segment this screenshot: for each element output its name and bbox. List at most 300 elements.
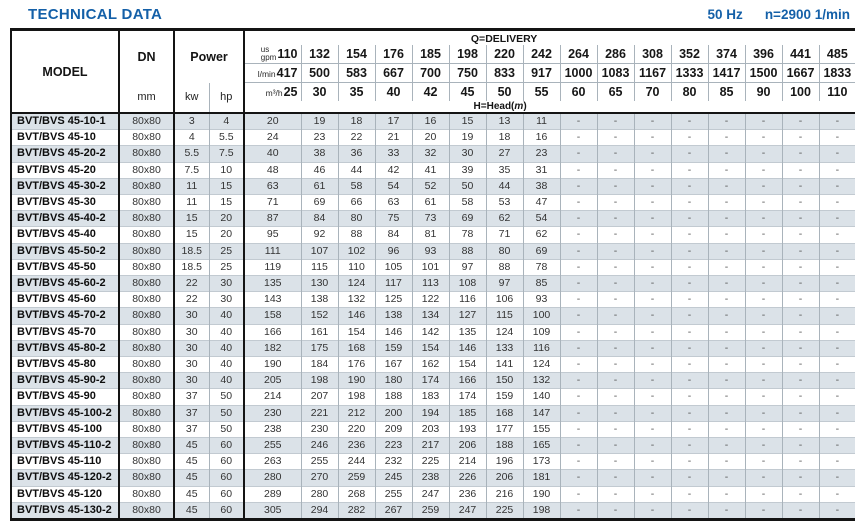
power-kw-cell: 7.5 [174, 162, 209, 178]
head-value-cell: - [819, 195, 855, 211]
head-value-cell: 159 [375, 340, 412, 356]
head-value-cell: - [819, 178, 855, 194]
head-value-cell: 141 [486, 357, 523, 373]
head-value-cell: - [819, 438, 855, 454]
dn-cell: 80x80 [119, 292, 174, 308]
head-value-cell: - [560, 470, 597, 486]
head-value-cell: - [782, 178, 819, 194]
head-value-cell: 154 [338, 324, 375, 340]
head-value-cell: 124 [523, 357, 560, 373]
power-kw-cell: 37 [174, 389, 209, 405]
power-hp-cell: 30 [209, 292, 244, 308]
head-value-cell: - [634, 308, 671, 324]
dn-cell: 80x80 [119, 502, 174, 519]
head-value-cell: - [708, 162, 745, 178]
power-hp-cell: 50 [209, 389, 244, 405]
head-value-cell: 20 [412, 130, 449, 146]
head-value-cell: 294 [301, 502, 338, 519]
gpm-value: 374 [708, 45, 745, 64]
head-value-cell: 207 [301, 389, 338, 405]
head-value-cell: - [708, 470, 745, 486]
head-value-cell: - [597, 486, 634, 502]
head-value-cell: 33 [375, 146, 412, 162]
head-value-cell: - [634, 195, 671, 211]
head-value-cell: - [819, 243, 855, 259]
head-value-cell: 167 [375, 357, 412, 373]
head-value-cell: - [560, 178, 597, 194]
delivery-unit-lmin [244, 64, 301, 83]
lmin-value: 500 [301, 64, 338, 83]
head-value-cell: - [782, 373, 819, 389]
head-value-cell: 198 [338, 389, 375, 405]
head-value-cell: 226 [449, 470, 486, 486]
delivery-unit-usgpm [244, 45, 301, 64]
head-value-cell: - [708, 340, 745, 356]
head-value-cell: - [560, 292, 597, 308]
model-cell: BVT/BVS 45-110-2 [11, 438, 119, 454]
head-value-cell: 244 [338, 454, 375, 470]
head-value-cell: - [708, 113, 745, 130]
head-value-cell: 209 [375, 421, 412, 437]
head-value-cell: - [782, 470, 819, 486]
head-value-cell: - [560, 340, 597, 356]
power-hp-cell: 5.5 [209, 130, 244, 146]
dn-cell: 80x80 [119, 243, 174, 259]
head-value-cell: - [782, 227, 819, 243]
head-value-cell: 282 [338, 502, 375, 519]
head-value-cell: - [560, 146, 597, 162]
head-value-cell: 18 [486, 130, 523, 146]
head-value-cell: 154 [412, 340, 449, 356]
head-value-cell: - [745, 195, 782, 211]
power-hp-cell: 50 [209, 405, 244, 421]
head-value-cell: 75 [375, 211, 412, 227]
table-row [11, 438, 855, 454]
head-value-cell: - [782, 454, 819, 470]
model-cell: BVT/BVS 45-70 [11, 324, 119, 340]
head-value-cell: - [560, 195, 597, 211]
head-value-cell: 194 [412, 405, 449, 421]
head-value-cell: - [634, 324, 671, 340]
head-value-cell: - [671, 276, 708, 292]
head-value-cell: 108 [449, 276, 486, 292]
head-value-cell: - [819, 292, 855, 308]
head-value-cell: - [597, 405, 634, 421]
model-cell: BVT/BVS 45-70-2 [11, 308, 119, 324]
power-hp-cell: 40 [209, 373, 244, 389]
gpm-value: 132 [301, 45, 338, 64]
head-value-cell: 142 [412, 324, 449, 340]
head-value-cell: 245 [375, 470, 412, 486]
head-value-cell: - [745, 421, 782, 437]
head-value-cell: - [745, 389, 782, 405]
head-value-cell: - [708, 227, 745, 243]
head-value-cell: 190 [523, 486, 560, 502]
model-cell: BVT/BVS 45-80-2 [11, 340, 119, 356]
power-kw-cell: 11 [174, 178, 209, 194]
head-value-cell: - [708, 438, 745, 454]
head-value-cell: - [708, 211, 745, 227]
head-value-cell: - [819, 421, 855, 437]
usgpm-unit-label: us gpm [260, 45, 277, 62]
head-value-cell: 40 [244, 146, 301, 162]
head-value-cell: - [819, 324, 855, 340]
head-value-cell: - [634, 405, 671, 421]
head-value-cell: - [671, 308, 708, 324]
head-value-cell: 30 [449, 146, 486, 162]
head-value-cell: - [708, 502, 745, 519]
power-kw-cell: 45 [174, 470, 209, 486]
head-value-cell: - [560, 308, 597, 324]
head-value-cell: 80 [338, 211, 375, 227]
head-value-cell: 23 [301, 130, 338, 146]
head-value-cell: 138 [375, 308, 412, 324]
head-value-cell: 190 [338, 373, 375, 389]
head-value-cell: 238 [244, 421, 301, 437]
power-hp-cell: 60 [209, 438, 244, 454]
head-value-cell: 116 [449, 292, 486, 308]
model-cell: BVT/BVS 45-30 [11, 195, 119, 211]
head-value-cell: 11 [523, 113, 560, 130]
frequency-label: 50 Hz [707, 7, 743, 22]
model-cell: BVT/BVS 45-50 [11, 259, 119, 275]
head-value-cell: - [560, 227, 597, 243]
head-value-cell: - [745, 178, 782, 194]
head-value-cell: - [782, 259, 819, 275]
head-value-cell: 66 [338, 195, 375, 211]
power-hp-cell: 30 [209, 276, 244, 292]
dn-cell: 80x80 [119, 130, 174, 146]
column-header-power: Power [174, 30, 244, 83]
head-value-cell: 161 [301, 324, 338, 340]
operating-conditions [708, 7, 850, 22]
model-cell: BVT/BVS 45-60-2 [11, 276, 119, 292]
head-value-cell: - [634, 486, 671, 502]
head-value-cell: 58 [338, 178, 375, 194]
head-value-cell: 168 [338, 340, 375, 356]
head-value-cell: 107 [301, 243, 338, 259]
dn-cell: 80x80 [119, 146, 174, 162]
m3h-value: 55 [523, 83, 560, 102]
head-value-cell: 146 [338, 308, 375, 324]
head-value-cell: - [708, 389, 745, 405]
head-value-cell: - [597, 292, 634, 308]
head-value-cell: - [671, 357, 708, 373]
head-value-cell: - [597, 276, 634, 292]
head-value-cell: 162 [412, 357, 449, 373]
head-value-cell: - [597, 470, 634, 486]
head-value-cell: - [597, 421, 634, 437]
head-value-cell: 246 [301, 438, 338, 454]
power-kw-cell: 45 [174, 486, 209, 502]
head-value-cell: 71 [486, 227, 523, 243]
head-value-cell: 93 [412, 243, 449, 259]
head-value-cell: 176 [338, 357, 375, 373]
head-value-cell: - [819, 405, 855, 421]
head-value-cell: - [634, 454, 671, 470]
head-value-cell: 166 [449, 373, 486, 389]
lmin-unit-label: l/min [257, 69, 276, 79]
head-value-cell: 174 [412, 373, 449, 389]
dn-cell: 80x80 [119, 211, 174, 227]
head-value-cell: - [634, 211, 671, 227]
head-value-cell: - [708, 454, 745, 470]
head-value-cell: - [782, 502, 819, 519]
head-value-cell: 173 [523, 454, 560, 470]
dn-cell: 80x80 [119, 162, 174, 178]
head-value-cell: 19 [301, 113, 338, 130]
model-cell: BVT/BVS 45-90-2 [11, 373, 119, 389]
head-value-cell: 206 [449, 438, 486, 454]
head-value-cell: 54 [375, 178, 412, 194]
head-value-cell: 236 [338, 438, 375, 454]
m3h-value: 30 [301, 83, 338, 102]
power-hp-cell: 20 [209, 211, 244, 227]
head-value-cell: - [671, 421, 708, 437]
model-cell: BVT/BVS 45-130-2 [11, 502, 119, 519]
model-cell: BVT/BVS 45-60 [11, 292, 119, 308]
model-cell: BVT/BVS 45-20 [11, 162, 119, 178]
model-cell: BVT/BVS 45-30-2 [11, 178, 119, 194]
head-value-cell: - [560, 373, 597, 389]
head-value-cell: - [782, 130, 819, 146]
speed-label: n=2900 1/min [764, 7, 850, 22]
dn-cell: 80x80 [119, 454, 174, 470]
power-kw-cell: 15 [174, 227, 209, 243]
head-value-cell: 143 [244, 292, 301, 308]
dn-unit-label: mm [119, 83, 174, 114]
head-value-cell: - [782, 438, 819, 454]
power-kw-cell: 30 [174, 308, 209, 324]
head-value-cell: 214 [244, 389, 301, 405]
head-value-cell: - [671, 389, 708, 405]
power-kw-cell: 45 [174, 502, 209, 519]
head-value-cell: 221 [301, 405, 338, 421]
gpm-value: 264 [560, 45, 597, 64]
power-kw-cell: 30 [174, 324, 209, 340]
head-value-cell: 69 [523, 243, 560, 259]
head-value-cell: 73 [412, 211, 449, 227]
head-value-cell: 140 [523, 389, 560, 405]
head-value-cell: - [782, 113, 819, 130]
power-kw-cell: 22 [174, 292, 209, 308]
head-value-cell: 132 [338, 292, 375, 308]
column-header-model: MODEL [11, 30, 119, 114]
dn-cell: 80x80 [119, 227, 174, 243]
head-value-cell: - [634, 178, 671, 194]
head-value-cell: 100 [523, 308, 560, 324]
head-value-cell: - [745, 373, 782, 389]
head-value-cell: 263 [244, 454, 301, 470]
power-kw-cell: 5.5 [174, 146, 209, 162]
head-value-cell: 255 [375, 486, 412, 502]
head-value-cell: 18 [338, 113, 375, 130]
head-value-cell: - [634, 357, 671, 373]
head-value-cell: 247 [449, 502, 486, 519]
gpm-value: 308 [634, 45, 671, 64]
power-hp-cell: 20 [209, 227, 244, 243]
model-cell: BVT/BVS 45-90 [11, 389, 119, 405]
head-value-cell: 122 [412, 292, 449, 308]
lmin-value: 417 [276, 66, 298, 80]
head-value-cell: 124 [486, 324, 523, 340]
head-value-cell: - [671, 227, 708, 243]
head-value-cell: 41 [412, 162, 449, 178]
head-value-cell: 38 [523, 178, 560, 194]
power-hp-cell: 25 [209, 259, 244, 275]
head-value-cell: - [819, 162, 855, 178]
head-value-cell: - [782, 340, 819, 356]
head-value-cell: - [597, 146, 634, 162]
m3h-value: 100 [782, 83, 819, 102]
head-value-cell: 193 [449, 421, 486, 437]
head-value-cell: 158 [244, 308, 301, 324]
head-value-cell: 81 [412, 227, 449, 243]
dn-cell: 80x80 [119, 276, 174, 292]
head-value-cell: 177 [486, 421, 523, 437]
head-value-cell: - [597, 259, 634, 275]
power-kw-cell: 30 [174, 357, 209, 373]
power-unit-kw: kw [174, 83, 209, 114]
power-kw-cell: 30 [174, 340, 209, 356]
head-value-cell: 52 [412, 178, 449, 194]
lmin-value: 1083 [597, 64, 634, 83]
head-value-cell: 22 [338, 130, 375, 146]
head-value-cell: 53 [486, 195, 523, 211]
power-hp-cell: 60 [209, 502, 244, 519]
head-value-cell: 188 [486, 438, 523, 454]
head-value-cell: - [671, 486, 708, 502]
dn-cell: 80x80 [119, 259, 174, 275]
head-value-cell: 106 [486, 292, 523, 308]
head-value-cell: 44 [486, 178, 523, 194]
dn-cell: 80x80 [119, 113, 174, 130]
lmin-value: 1000 [560, 64, 597, 83]
power-hp-cell: 4 [209, 113, 244, 130]
table-row [11, 454, 855, 470]
power-kw-cell: 18.5 [174, 243, 209, 259]
head-value-cell: 230 [301, 421, 338, 437]
head-value-cell: - [560, 357, 597, 373]
head-value-cell: 54 [523, 211, 560, 227]
head-value-cell: 190 [244, 357, 301, 373]
power-kw-cell: 11 [174, 195, 209, 211]
head-value-cell: - [634, 470, 671, 486]
head-value-cell: - [597, 243, 634, 259]
table-row [11, 211, 855, 227]
head-value-cell: 102 [338, 243, 375, 259]
head-value-cell: - [708, 308, 745, 324]
head-value-cell: - [708, 259, 745, 275]
head-value-cell: 13 [486, 113, 523, 130]
head-value-cell: - [782, 324, 819, 340]
head-value-cell: - [671, 373, 708, 389]
head-value-cell: 180 [375, 373, 412, 389]
gpm-value: 441 [782, 45, 819, 64]
head-value-cell: 181 [523, 470, 560, 486]
head-value-cell: - [597, 373, 634, 389]
model-cell: BVT/BVS 45-10-1 [11, 113, 119, 130]
table-row [11, 259, 855, 275]
head-value-cell: 134 [412, 308, 449, 324]
head-value-cell: - [708, 486, 745, 502]
model-cell: BVT/BVS 45-100-2 [11, 405, 119, 421]
head-value-cell: - [597, 227, 634, 243]
head-value-cell: - [597, 324, 634, 340]
table-row [11, 146, 855, 162]
head-value-cell: - [782, 276, 819, 292]
head-value-cell: 115 [486, 308, 523, 324]
power-hp-cell: 40 [209, 324, 244, 340]
head-value-cell: - [634, 292, 671, 308]
lmin-value: 917 [523, 64, 560, 83]
head-value-cell: - [634, 421, 671, 437]
head-value-cell: 105 [375, 259, 412, 275]
head-value-cell: - [819, 502, 855, 519]
head-value-cell: - [597, 162, 634, 178]
m3h-value: 25 [283, 85, 298, 99]
power-kw-cell: 37 [174, 421, 209, 437]
model-cell: BVT/BVS 45-50-2 [11, 243, 119, 259]
head-value-cell: 225 [486, 502, 523, 519]
head-value-cell: 63 [244, 178, 301, 194]
head-value-cell: 88 [486, 259, 523, 275]
m3h-value: 60 [560, 83, 597, 102]
head-value-cell: 146 [449, 340, 486, 356]
power-hp-cell: 50 [209, 421, 244, 437]
table-body [11, 113, 855, 520]
head-value-cell: 152 [301, 308, 338, 324]
head-value-cell: 166 [244, 324, 301, 340]
head-value-cell: 117 [375, 276, 412, 292]
table-row [11, 502, 855, 519]
table-row [11, 178, 855, 194]
head-value-cell: 150 [486, 373, 523, 389]
table-row [11, 195, 855, 211]
head-value-cell: 267 [375, 502, 412, 519]
head-value-cell: - [819, 276, 855, 292]
head-value-cell: - [671, 292, 708, 308]
head-value-cell: - [708, 292, 745, 308]
dn-cell: 80x80 [119, 421, 174, 437]
head-value-cell: 127 [449, 308, 486, 324]
head-value-cell: 47 [523, 195, 560, 211]
table-row [11, 113, 855, 130]
head-value-cell: - [634, 113, 671, 130]
head-value-cell: 63 [375, 195, 412, 211]
table-header [11, 30, 855, 114]
table-row [11, 162, 855, 178]
dn-cell: 80x80 [119, 438, 174, 454]
table-row [11, 405, 855, 421]
head-value-cell: - [782, 146, 819, 162]
head-value-cell: 289 [244, 486, 301, 502]
head-value-cell: - [708, 243, 745, 259]
power-kw-cell: 22 [174, 276, 209, 292]
head-value-cell: - [560, 486, 597, 502]
head-value-cell: - [560, 130, 597, 146]
table-row [11, 373, 855, 389]
head-value-cell: 230 [244, 405, 301, 421]
head-value-cell: - [560, 113, 597, 130]
head-value-cell: 39 [449, 162, 486, 178]
head-value-cell: - [671, 113, 708, 130]
head-value-cell: 42 [375, 162, 412, 178]
power-hp-cell: 40 [209, 340, 244, 356]
dn-cell: 80x80 [119, 357, 174, 373]
head-value-cell: - [745, 211, 782, 227]
head-value-cell: - [745, 405, 782, 421]
